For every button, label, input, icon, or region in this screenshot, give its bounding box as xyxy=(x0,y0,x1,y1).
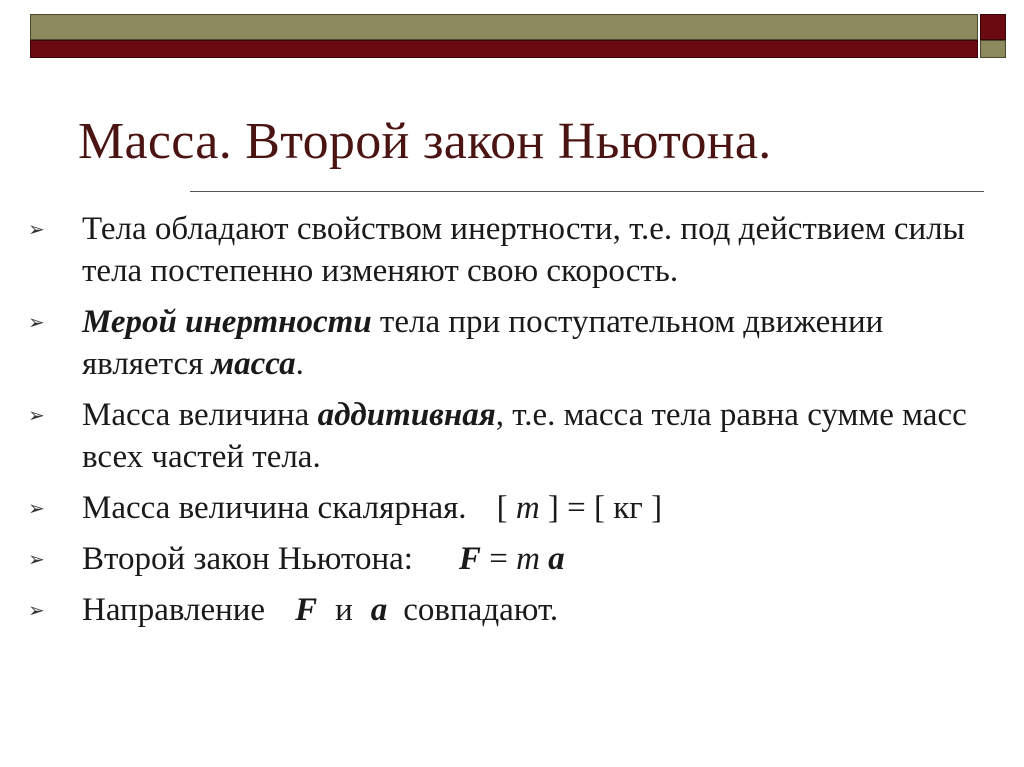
list-item xyxy=(28,208,988,292)
arrow-bullet-icon: ➢ xyxy=(28,217,45,241)
bullet-list xyxy=(28,208,988,640)
header-olive-bar xyxy=(30,14,978,40)
emphasis-mass: масса xyxy=(211,346,296,382)
list-item xyxy=(28,301,988,385)
header-dark-bar xyxy=(30,40,978,58)
title-underline xyxy=(190,191,984,192)
arrow-bullet-icon: ➢ xyxy=(28,310,45,334)
unit-symbol: m xyxy=(515,490,540,526)
formula-equals: = xyxy=(480,541,517,577)
header-olive-square xyxy=(980,40,1006,58)
unit-open: [ xyxy=(496,490,516,526)
formula-acceleration: a xyxy=(548,541,565,577)
conjunction: и xyxy=(335,592,353,628)
vector-force: F xyxy=(295,592,318,628)
item-text: Масса величина xyxy=(82,397,318,433)
header-red-square xyxy=(980,14,1006,40)
item-text: Направление xyxy=(82,592,266,628)
item-text-tail: . xyxy=(295,346,304,382)
formula-mass: m xyxy=(516,541,540,577)
emphasis-inertia: Мерой инертности xyxy=(82,304,372,340)
formula-force: F xyxy=(458,541,481,577)
item-text-tail: совпадают. xyxy=(403,592,559,628)
vector-acceleration: a xyxy=(370,592,388,628)
arrow-bullet-icon: ➢ xyxy=(28,403,45,427)
item-text-tail: , т.е. масса тела равна сумме масс всех частей тела. xyxy=(82,397,967,475)
item-text: Тела обладают свойством инертности, т.е. под действием силы тела постепенно изменяют свою скорость. xyxy=(82,211,965,289)
slide-title: Масса. Второй закон Ньютона. xyxy=(78,113,772,170)
list-item xyxy=(28,589,988,631)
list-item xyxy=(28,538,988,580)
unit-rest: ] = [ кг ] xyxy=(539,490,663,526)
arrow-bullet-icon: ➢ xyxy=(28,547,45,571)
arrow-bullet-icon: ➢ xyxy=(28,598,45,622)
list-item xyxy=(28,394,988,478)
arrow-bullet-icon: ➢ xyxy=(28,496,45,520)
item-text: тела при поступательном движении является xyxy=(82,304,884,382)
item-text: Масса величина скалярная. xyxy=(82,490,467,526)
item-text: Второй закон Ньютона: xyxy=(82,541,413,577)
emphasis-additive: аддитивная xyxy=(317,397,496,433)
list-item xyxy=(28,487,988,529)
